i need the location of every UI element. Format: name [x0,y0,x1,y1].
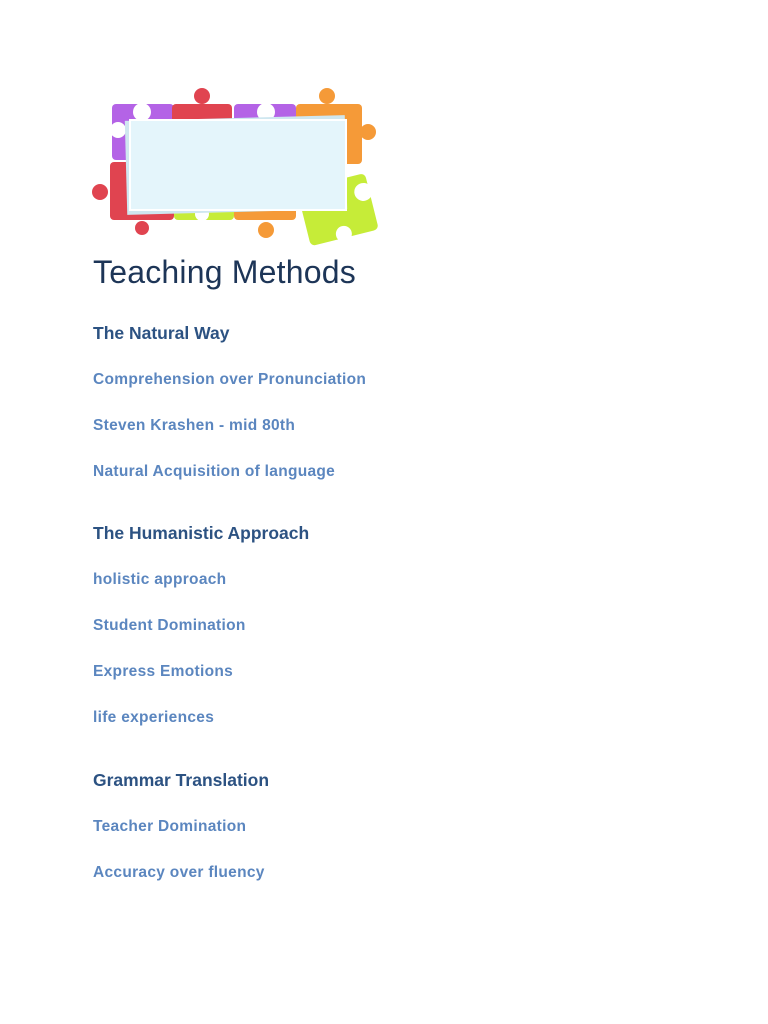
list-item: Accuracy over fluency [93,864,265,881]
list-item: Natural Acquisition of language [93,463,336,480]
list-item: Student Domination [93,617,246,634]
list-item: holistic approach [93,571,227,588]
page-title: Teaching Methods [93,254,356,290]
list-item: Comprehension over Pronunciation [93,371,367,388]
list-item: life experiences [93,709,215,726]
section-heading-natural-way: The Natural Way [93,323,230,343]
list-item: Teacher Domination [93,818,247,835]
list-item: Express Emotions [93,663,234,680]
section-heading-humanistic-approach: The Humanistic Approach [93,523,310,543]
puzzle-frame-icon [90,86,384,246]
list-item: Steven Krashen - mid 80th [93,417,296,434]
section-heading-grammar-translation: Grammar Translation [93,770,270,790]
